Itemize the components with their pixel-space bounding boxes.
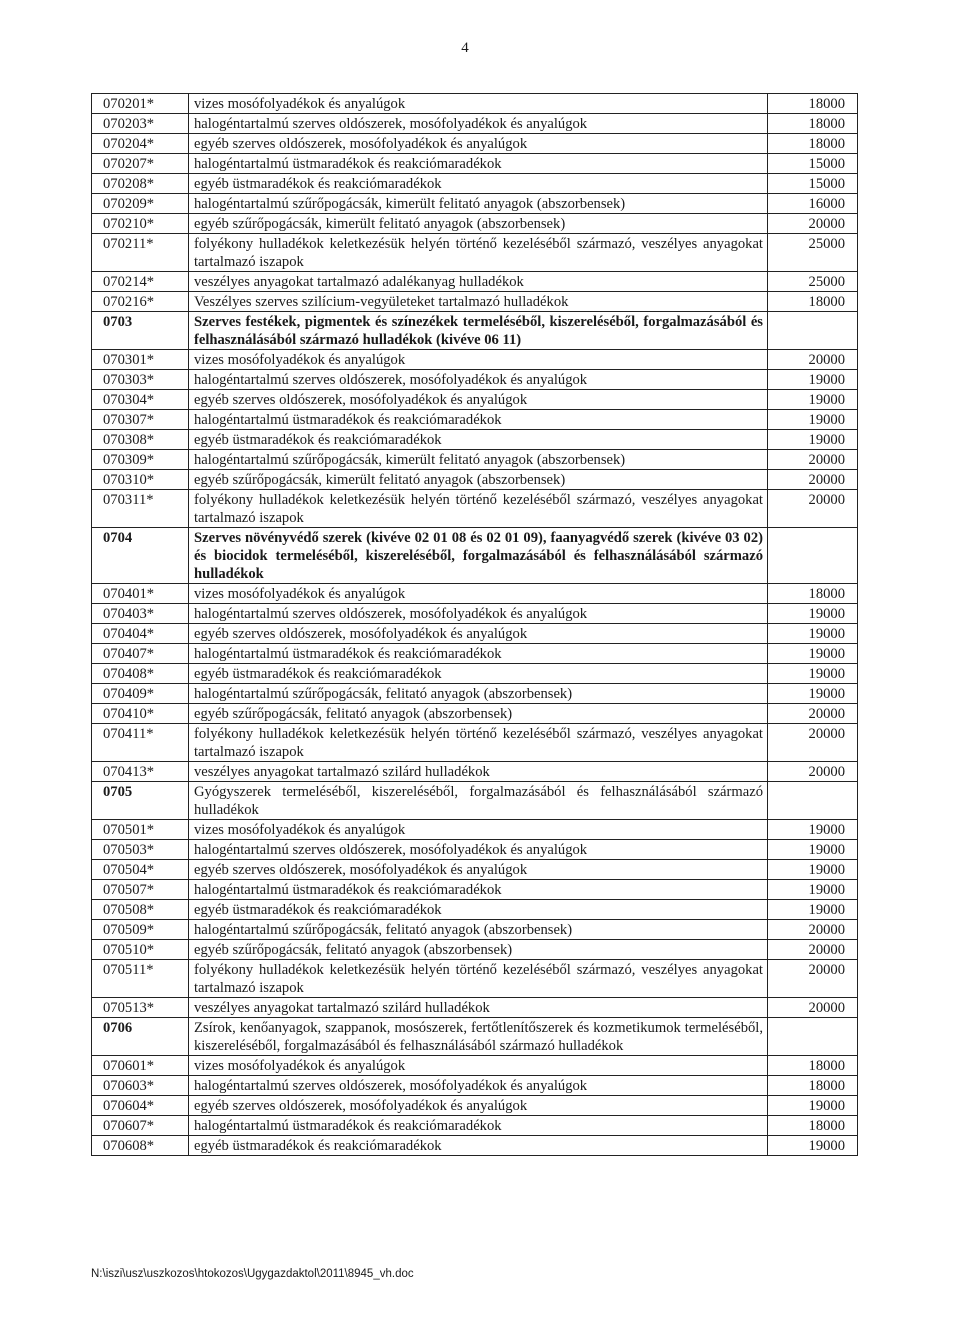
waste-code-cell: 070503* (92, 840, 189, 860)
waste-code-cell: 070413* (92, 762, 189, 782)
limit-value-cell: 20000 (768, 470, 858, 490)
waste-description-cell: halogéntartalmú szűrőpogácsák, kimerült felitató anyagok (abszorbensek) (189, 450, 768, 470)
table-row (92, 292, 858, 312)
table-row (92, 134, 858, 154)
waste-description-cell: veszélyes anyagokat tartalmazó adalékanyag hulladékok (189, 272, 768, 292)
waste-code-cell: 070411* (92, 724, 189, 762)
limit-value-cell (768, 312, 858, 350)
table-row (92, 684, 858, 704)
limit-value-cell: 19000 (768, 390, 858, 410)
waste-code-cell: 070307* (92, 410, 189, 430)
waste-code-cell: 070509* (92, 920, 189, 940)
waste-description-cell: folyékony hulladékok keletkezésük helyén történő kezeléséből származó, veszélyes anyagokat tartalmazó iszapok (189, 960, 768, 998)
table-row (92, 234, 858, 272)
limit-value-cell: 19000 (768, 1096, 858, 1116)
waste-code-cell: 070510* (92, 940, 189, 960)
waste-code-cell: 070601* (92, 1056, 189, 1076)
table-row (92, 604, 858, 624)
table-row (92, 900, 858, 920)
limit-value-cell: 19000 (768, 840, 858, 860)
limit-value-cell: 18000 (768, 1116, 858, 1136)
table-row (92, 490, 858, 528)
waste-description-cell: halogéntartalmú szűrőpogácsák, kimerült felitató anyagok (abszorbensek) (189, 194, 768, 214)
waste-description-cell: halogéntartalmú üstmaradékok és reakciómaradékok (189, 880, 768, 900)
table-row (92, 664, 858, 684)
waste-description-cell: egyéb szerves oldószerek, mosófolyadékok és anyalúgok (189, 390, 768, 410)
limit-value-cell: 19000 (768, 644, 858, 664)
waste-description-cell: vizes mosófolyadékok és anyalúgok (189, 1056, 768, 1076)
table-body (92, 94, 858, 1156)
waste-description-cell: egyéb szűrőpogácsák, felitató anyagok (abszorbensek) (189, 704, 768, 724)
table-row (92, 762, 858, 782)
limit-value-cell: 20000 (768, 762, 858, 782)
table-row (92, 1096, 858, 1116)
waste-description-cell: halogéntartalmú szerves oldószerek, mosófolyadékok és anyalúgok (189, 114, 768, 134)
waste-code-cell: 070504* (92, 860, 189, 880)
waste-code-cell: 070401* (92, 584, 189, 604)
limit-value-cell: 19000 (768, 370, 858, 390)
table-row (92, 410, 858, 430)
table-row (92, 430, 858, 450)
waste-description-cell: egyéb szűrőpogácsák, kimerült felitató anyagok (abszorbensek) (189, 214, 768, 234)
waste-code-cell: 070501* (92, 820, 189, 840)
waste-description-cell: halogéntartalmú szűrőpogácsák, felitató anyagok (abszorbensek) (189, 684, 768, 704)
limit-value-cell: 20000 (768, 998, 858, 1018)
waste-code-cell: 070603* (92, 1076, 189, 1096)
waste-code-cell: 070310* (92, 470, 189, 490)
table-row (92, 998, 858, 1018)
limit-value-cell: 19000 (768, 820, 858, 840)
table-row (92, 450, 858, 470)
limit-value-cell: 20000 (768, 490, 858, 528)
limit-value-cell: 20000 (768, 940, 858, 960)
table-row (92, 194, 858, 214)
limit-value-cell: 16000 (768, 194, 858, 214)
table-row (92, 1076, 858, 1096)
waste-code-cell: 0703 (92, 312, 189, 350)
waste-description-cell: egyéb üstmaradékok és reakciómaradékok (189, 174, 768, 194)
limit-value-cell: 20000 (768, 960, 858, 998)
waste-code-cell: 070409* (92, 684, 189, 704)
waste-description-cell: vizes mosófolyadékok és anyalúgok (189, 820, 768, 840)
table-row (92, 390, 858, 410)
group-header-row (92, 1018, 858, 1056)
table-row (92, 920, 858, 940)
group-header-row (92, 782, 858, 820)
waste-description-cell: egyéb üstmaradékok és reakciómaradékok (189, 1136, 768, 1156)
waste-code-cell: 070203* (92, 114, 189, 134)
limit-value-cell: 20000 (768, 704, 858, 724)
waste-code-cell: 070508* (92, 900, 189, 920)
table-row (92, 840, 858, 860)
table-row (92, 350, 858, 370)
waste-code-table (91, 93, 858, 1156)
table-row (92, 114, 858, 134)
limit-value-cell: 19000 (768, 664, 858, 684)
table-row (92, 820, 858, 840)
limit-value-cell: 15000 (768, 154, 858, 174)
limit-value-cell: 20000 (768, 724, 858, 762)
table-row (92, 154, 858, 174)
waste-code-cell: 070407* (92, 644, 189, 664)
limit-value-cell: 20000 (768, 214, 858, 234)
waste-description-cell: vizes mosófolyadékok és anyalúgok (189, 94, 768, 114)
limit-value-cell: 19000 (768, 1136, 858, 1156)
waste-description-cell: egyéb szerves oldószerek, mosófolyadékok és anyalúgok (189, 860, 768, 880)
waste-code-cell: 070513* (92, 998, 189, 1018)
table-row (92, 174, 858, 194)
limit-value-cell: 25000 (768, 272, 858, 292)
table-row (92, 860, 858, 880)
limit-value-cell (768, 528, 858, 584)
waste-code-cell: 070216* (92, 292, 189, 312)
table-row (92, 940, 858, 960)
limit-value-cell: 18000 (768, 114, 858, 134)
limit-value-cell: 19000 (768, 900, 858, 920)
limit-value-cell: 20000 (768, 350, 858, 370)
waste-code-cell: 070511* (92, 960, 189, 998)
waste-description-cell: folyékony hulladékok keletkezésük helyén történő kezeléséből származó, veszélyes anyagokat tartalmazó iszapok (189, 490, 768, 528)
waste-code-cell: 070403* (92, 604, 189, 624)
page-number: 4 (461, 40, 469, 56)
waste-code-cell: 070303* (92, 370, 189, 390)
waste-code-cell: 070507* (92, 880, 189, 900)
waste-description-cell: vizes mosófolyadékok és anyalúgok (189, 584, 768, 604)
waste-description-cell: egyéb üstmaradékok és reakciómaradékok (189, 900, 768, 920)
waste-code-cell: 070204* (92, 134, 189, 154)
limit-value-cell: 18000 (768, 1076, 858, 1096)
waste-code-cell: 070214* (92, 272, 189, 292)
limit-value-cell: 18000 (768, 1056, 858, 1076)
waste-code-cell: 0705 (92, 782, 189, 820)
waste-description-cell: Zsírok, kenőanyagok, szappanok, mosószerek, fertőtlenítőszerek és kozmetikumok termeléséből, kiszereléséből, forgalmazásából és felhasználásából származó hulladékok (189, 1018, 768, 1056)
waste-description-cell: egyéb szerves oldószerek, mosófolyadékok és anyalúgok (189, 624, 768, 644)
waste-description-cell: veszélyes anyagokat tartalmazó szilárd hulladékok (189, 762, 768, 782)
waste-description-cell: egyéb szerves oldószerek, mosófolyadékok és anyalúgok (189, 134, 768, 154)
table-row (92, 370, 858, 390)
waste-code-cell: 070309* (92, 450, 189, 470)
limit-value-cell (768, 782, 858, 820)
table-row (92, 584, 858, 604)
waste-description-cell: egyéb szűrőpogácsák, kimerült felitató anyagok (abszorbensek) (189, 470, 768, 490)
table-row (92, 880, 858, 900)
waste-description-cell: Szerves növényvédő szerek (kivéve 02 01 08 és 02 01 09), faanyagvédő szerek (kivéve 03 02) és biocidok termeléséből, kiszereléséből, forgalmazásából és felhasználásából származó hulladékok (189, 528, 768, 584)
waste-code-cell: 0704 (92, 528, 189, 584)
waste-description-cell: Szerves festékek, pigmentek és színezékek termeléséből, kiszereléséből, forgalmazásából és felhasználásából származó hulladékok (kivéve 06 11) (189, 312, 768, 350)
waste-code-cell: 070304* (92, 390, 189, 410)
table-row (92, 624, 858, 644)
waste-code-cell: 070208* (92, 174, 189, 194)
limit-value-cell: 19000 (768, 860, 858, 880)
waste-code-cell: 070607* (92, 1116, 189, 1136)
waste-description-cell: egyéb üstmaradékok és reakciómaradékok (189, 430, 768, 450)
waste-code-cell: 070210* (92, 214, 189, 234)
waste-description-cell: halogéntartalmú szűrőpogácsák, felitató anyagok (abszorbensek) (189, 920, 768, 940)
table-row (92, 644, 858, 664)
waste-code-cell: 070311* (92, 490, 189, 528)
table-row (92, 214, 858, 234)
group-header-row (92, 312, 858, 350)
table-row (92, 272, 858, 292)
table-row (92, 94, 858, 114)
waste-description-cell: egyéb szerves oldószerek, mosófolyadékok és anyalúgok (189, 1096, 768, 1116)
limit-value-cell: 20000 (768, 920, 858, 940)
table-row (92, 704, 858, 724)
limit-value-cell: 18000 (768, 584, 858, 604)
limit-value-cell: 18000 (768, 292, 858, 312)
waste-code-cell: 070410* (92, 704, 189, 724)
table-row (92, 960, 858, 998)
table-row (92, 724, 858, 762)
waste-code-cell: 0706 (92, 1018, 189, 1056)
waste-description-cell: egyéb szűrőpogácsák, felitató anyagok (abszorbensek) (189, 940, 768, 960)
limit-value-cell: 19000 (768, 604, 858, 624)
waste-description-cell: Gyógyszerek termeléséből, kiszereléséből, forgalmazásából és felhasználásából származó hulladékok (189, 782, 768, 820)
waste-code-cell: 070211* (92, 234, 189, 272)
limit-value-cell: 20000 (768, 450, 858, 470)
waste-code-cell: 070308* (92, 430, 189, 450)
waste-code-cell: 070404* (92, 624, 189, 644)
limit-value-cell: 19000 (768, 410, 858, 430)
table-row (92, 1056, 858, 1076)
waste-description-cell: halogéntartalmú szerves oldószerek, mosófolyadékok és anyalúgok (189, 604, 768, 624)
waste-code-cell: 070608* (92, 1136, 189, 1156)
table-row (92, 1116, 858, 1136)
waste-code-cell: 070301* (92, 350, 189, 370)
waste-description-cell: folyékony hulladékok keletkezésük helyén történő kezeléséből származó, veszélyes anyagokat tartalmazó iszapok (189, 234, 768, 272)
waste-code-cell: 070207* (92, 154, 189, 174)
limit-value-cell: 19000 (768, 880, 858, 900)
waste-description-cell: halogéntartalmú szerves oldószerek, mosófolyadékok és anyalúgok (189, 1076, 768, 1096)
limit-value-cell: 19000 (768, 684, 858, 704)
table-row (92, 1136, 858, 1156)
limit-value-cell: 19000 (768, 624, 858, 644)
waste-code-cell: 070209* (92, 194, 189, 214)
waste-description-cell: halogéntartalmú szerves oldószerek, mosófolyadékok és anyalúgok (189, 370, 768, 390)
waste-description-cell: vizes mosófolyadékok és anyalúgok (189, 350, 768, 370)
waste-description-cell: halogéntartalmú üstmaradékok és reakciómaradékok (189, 644, 768, 664)
waste-description-cell: veszélyes anyagokat tartalmazó szilárd hulladékok (189, 998, 768, 1018)
waste-code-cell: 070604* (92, 1096, 189, 1116)
waste-description-cell: halogéntartalmú szerves oldószerek, mosófolyadékok és anyalúgok (189, 840, 768, 860)
waste-description-cell: halogéntartalmú üstmaradékok és reakciómaradékok (189, 154, 768, 174)
waste-code-cell: 070201* (92, 94, 189, 114)
limit-value-cell: 25000 (768, 234, 858, 272)
waste-description-cell: halogéntartalmú üstmaradékok és reakciómaradékok (189, 410, 768, 430)
limit-value-cell: 19000 (768, 430, 858, 450)
limit-value-cell: 18000 (768, 134, 858, 154)
waste-description-cell: egyéb üstmaradékok és reakciómaradékok (189, 664, 768, 684)
waste-description-cell: folyékony hulladékok keletkezésük helyén történő kezeléséből származó, veszélyes anyagokat tartalmazó iszapok (189, 724, 768, 762)
table-row (92, 470, 858, 490)
limit-value-cell (768, 1018, 858, 1056)
footer-file-path: N:\iszi\usz\uszkozos\htokozos\Ugygazdaktol\2011\8945_vh.doc (91, 1268, 414, 1280)
waste-code-cell: 070408* (92, 664, 189, 684)
group-header-row (92, 528, 858, 584)
limit-value-cell: 15000 (768, 174, 858, 194)
limit-value-cell: 18000 (768, 94, 858, 114)
waste-description-cell: halogéntartalmú üstmaradékok és reakciómaradékok (189, 1116, 768, 1136)
waste-description-cell: Veszélyes szerves szilícium-vegyületeket tartalmazó hulladékok (189, 292, 768, 312)
